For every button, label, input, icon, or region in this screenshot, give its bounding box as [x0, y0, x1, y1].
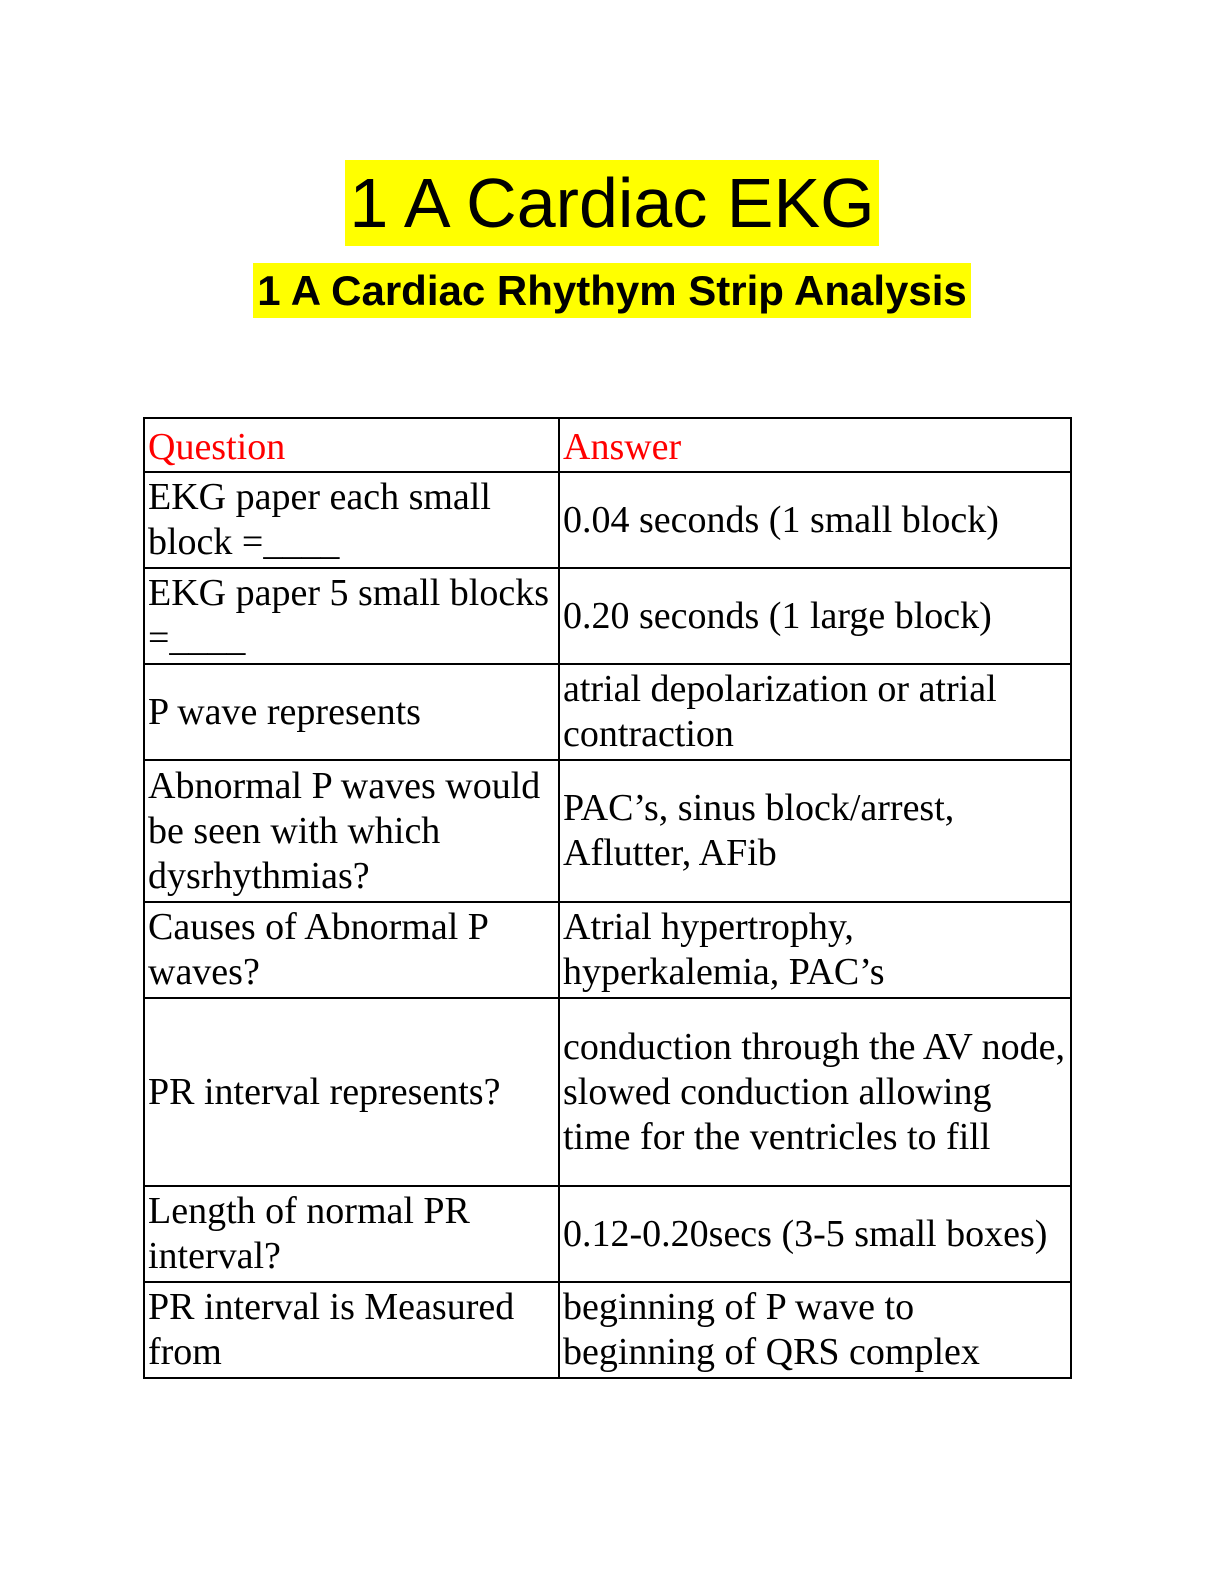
qa-table — [143, 417, 1072, 1379]
table-header-row — [144, 418, 1071, 472]
question-cell: EKG paper 5 small blocks =____ — [144, 568, 559, 664]
answer-cell: atrial depolarization or atrial contraction — [559, 664, 1071, 760]
table-row — [144, 902, 1071, 998]
question-header: Question — [144, 418, 559, 472]
table-row — [144, 1282, 1071, 1378]
table-row — [144, 760, 1071, 902]
question-cell: Causes of Abnormal P waves? — [144, 902, 559, 998]
page-title: 1 A Cardiac EKG — [345, 160, 878, 246]
answer-cell: PAC’s, sinus block/arrest, Aflutter, AFib — [559, 760, 1071, 902]
table-row — [144, 664, 1071, 760]
table-row — [144, 1186, 1071, 1282]
page-subtitle: 1 A Cardiac Rhythym Strip Analysis — [253, 263, 971, 318]
question-cell: EKG paper each small block =____ — [144, 472, 559, 568]
question-cell: Abnormal P waves would be seen with which dysrhythmias? — [144, 760, 559, 902]
question-cell: PR interval is Measured from — [144, 1282, 559, 1378]
question-cell: PR interval represents? — [144, 998, 559, 1186]
answer-cell: conduction through the AV node, slowed conduction allowing time for the ventricles to fill — [559, 998, 1071, 1186]
answer-cell: 0.12-0.20secs (3-5 small boxes) — [559, 1186, 1071, 1282]
table-row — [144, 998, 1071, 1186]
table-row — [144, 472, 1071, 568]
question-cell: P wave represents — [144, 664, 559, 760]
answer-cell: beginning of P wave to beginning of QRS complex — [559, 1282, 1071, 1378]
answer-cell: 0.20 seconds (1 large block) — [559, 568, 1071, 664]
question-cell: Length of normal PR interval? — [144, 1186, 559, 1282]
answer-cell: Atrial hypertrophy, hyperkalemia, PAC’s — [559, 902, 1071, 998]
title-block — [0, 160, 1224, 246]
subtitle-block — [0, 263, 1224, 318]
answer-header: Answer — [559, 418, 1071, 472]
table-row — [144, 568, 1071, 664]
answer-cell: 0.04 seconds (1 small block) — [559, 472, 1071, 568]
